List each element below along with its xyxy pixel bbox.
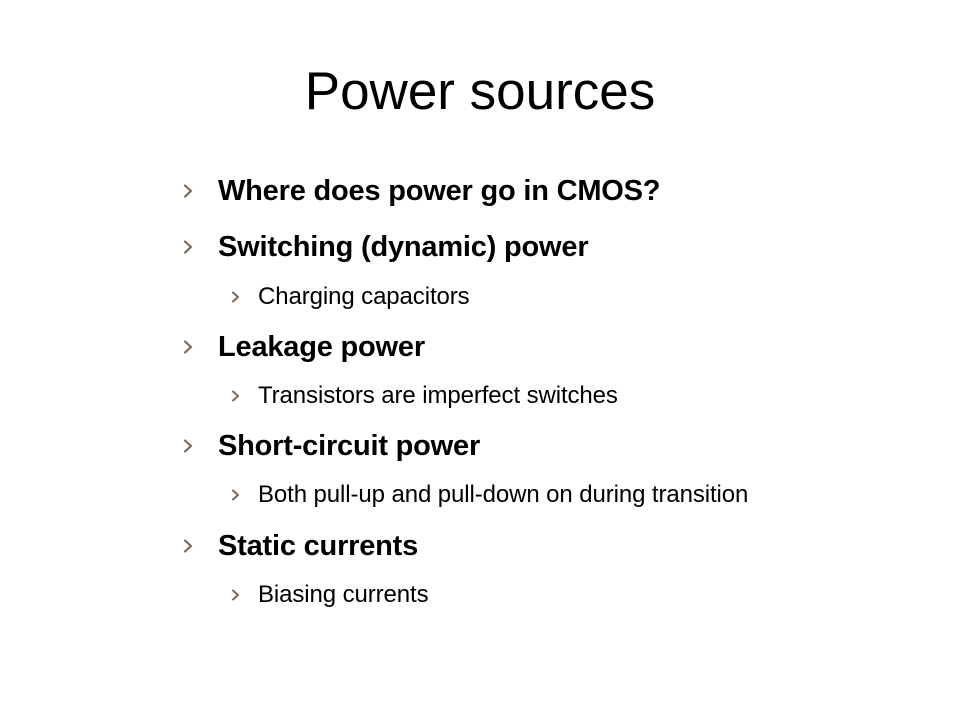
chevron-right-icon (184, 440, 193, 453)
chevron-right-icon (232, 292, 240, 303)
sub-bullet-text: Transistors are imperfect switches (258, 382, 618, 409)
chevron-right-icon (184, 241, 193, 254)
chevron-right-icon (232, 490, 240, 501)
sub-bullet-item (258, 480, 748, 510)
slide-title: Power sources (304, 62, 656, 121)
bullet-text: Short-circuit power (218, 430, 481, 462)
sub-bullet-item (258, 282, 470, 312)
sub-bullet-item (258, 580, 428, 610)
bullet-text: Static currents (218, 530, 419, 562)
bullet-item (218, 528, 418, 564)
sub-bullet-item (258, 381, 618, 411)
bullet-item (218, 229, 588, 265)
chevron-right-icon (232, 590, 240, 601)
bullet-item (218, 173, 660, 209)
sub-bullet-text: Both pull-up and pull-down on during transition (258, 481, 749, 508)
bullet-text: Leakage power (218, 331, 425, 363)
chevron-right-icon (184, 185, 193, 198)
bullet-text: Switching (dynamic) power (218, 231, 589, 263)
sub-bullet-text: Charging capacitors (258, 283, 470, 310)
sub-bullet-text: Biasing currents (258, 581, 429, 608)
chevron-right-icon (184, 341, 193, 354)
bullet-item (218, 329, 425, 365)
bullet-text: Where does power go in CMOS? (218, 175, 661, 207)
bullet-item (218, 428, 480, 464)
chevron-right-icon (184, 540, 193, 553)
chevron-right-icon (232, 391, 240, 402)
